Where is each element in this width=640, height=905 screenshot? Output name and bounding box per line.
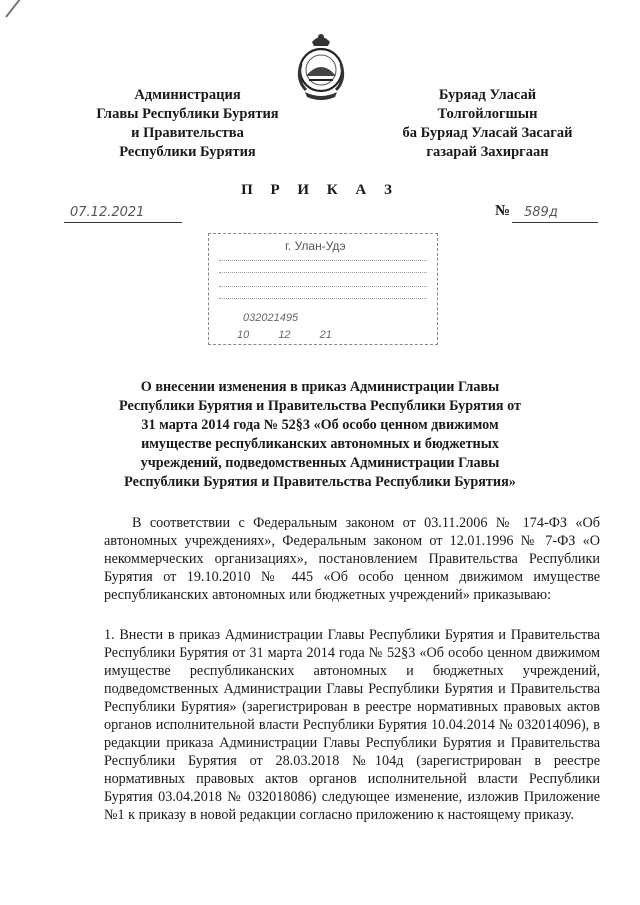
stamp-date: [237, 329, 358, 341]
scan-mark: [5, 0, 21, 18]
coat-of-arms-icon: [292, 28, 350, 104]
stamp-line: [219, 260, 427, 261]
header-left-line: Главы Республики Бурятия: [96, 106, 279, 122]
header-right-line: Буряад Уласай: [438, 87, 537, 103]
order-date: 07.12.2021: [64, 205, 182, 223]
body-paragraph-2: 1. Внести в приказ Администрации Главы Республики Бурятия и Правительства Республики Бурятия от 31 марта 2014 года № 52§3 «Об особо ценном движимом имуществе республиканских автономных и бюджетных учреждений, подведомственных Администрации Главы Республики Бурятия и Правительства Республики Бурятия» (зарегистрирован в реестре нормативных правовых актов органов исполнительной власти Республики Бурятия 10.04.2014 № 032014096), в редакции приказа Администрации Главы Республики Бурятия и Правительства Республики Бурятия от 28.03.2018 №104д (зарегистрирован в реестре нормативных правовых актов органов исполнительной власти Республики Бурятия 03.04.2018 № 032018086) следующее изменение, изложив Приложение №1 к приказу в новой редакции согласно приложению к настоящему приказу.: [104, 627, 600, 823]
header-right-line: газарай Захиргаан: [426, 144, 549, 160]
header-left-line: Республики Бурятия: [119, 144, 256, 160]
document-title: О внесении изменения в приказ Администрации Главы Республики Бурятия и Правительства Республики Бурятия от 31 марта 2014 года № 52§3 «Об особо ценном движимом имуществе республиканских автономных и бюджетных учреждений, подведомственных Администрации Главы Республики Бурятия и Правительства Республики Бурятия»: [118, 379, 522, 490]
order-number-label: №: [495, 203, 511, 219]
header-right-block: [390, 86, 585, 162]
registration-stamp: [208, 233, 438, 345]
stamp-line: [219, 298, 427, 299]
stamp-city: г. Улан-Удэ: [285, 239, 346, 253]
body-paragraph-1: В соответствии с Федеральным законом от 03.11.2006 № 174-ФЗ «Об автономных учреждениях», Федеральным законом от 12.01.1996 № 7-ФЗ «О некоммерческих организациях», постановлением Правительства Республики Бурятия от 19.10.2010 № 445 «Об особо ценном движимом имуществе республиканских автономных или бюджетных учреждений» приказываю:: [104, 515, 600, 603]
stamp-date-day: 10: [237, 329, 250, 341]
stamp-line: [219, 272, 427, 273]
header-left-block: [90, 86, 285, 162]
header-right-line: Толгойлогшын: [437, 106, 538, 122]
header-left-line: Администрация: [134, 87, 241, 103]
stamp-date-month: 12: [278, 329, 291, 341]
order-number: 589д: [512, 205, 598, 223]
stamp-line: [219, 286, 427, 287]
header-left-line: и Правительства: [131, 125, 244, 141]
stamp-date-year: 21: [319, 329, 332, 341]
order-title: П Р И К А З: [241, 182, 399, 198]
stamp-reg-number: 032021495: [243, 312, 299, 324]
header-right-line: ба Буряад Уласай Засагай: [402, 125, 573, 141]
